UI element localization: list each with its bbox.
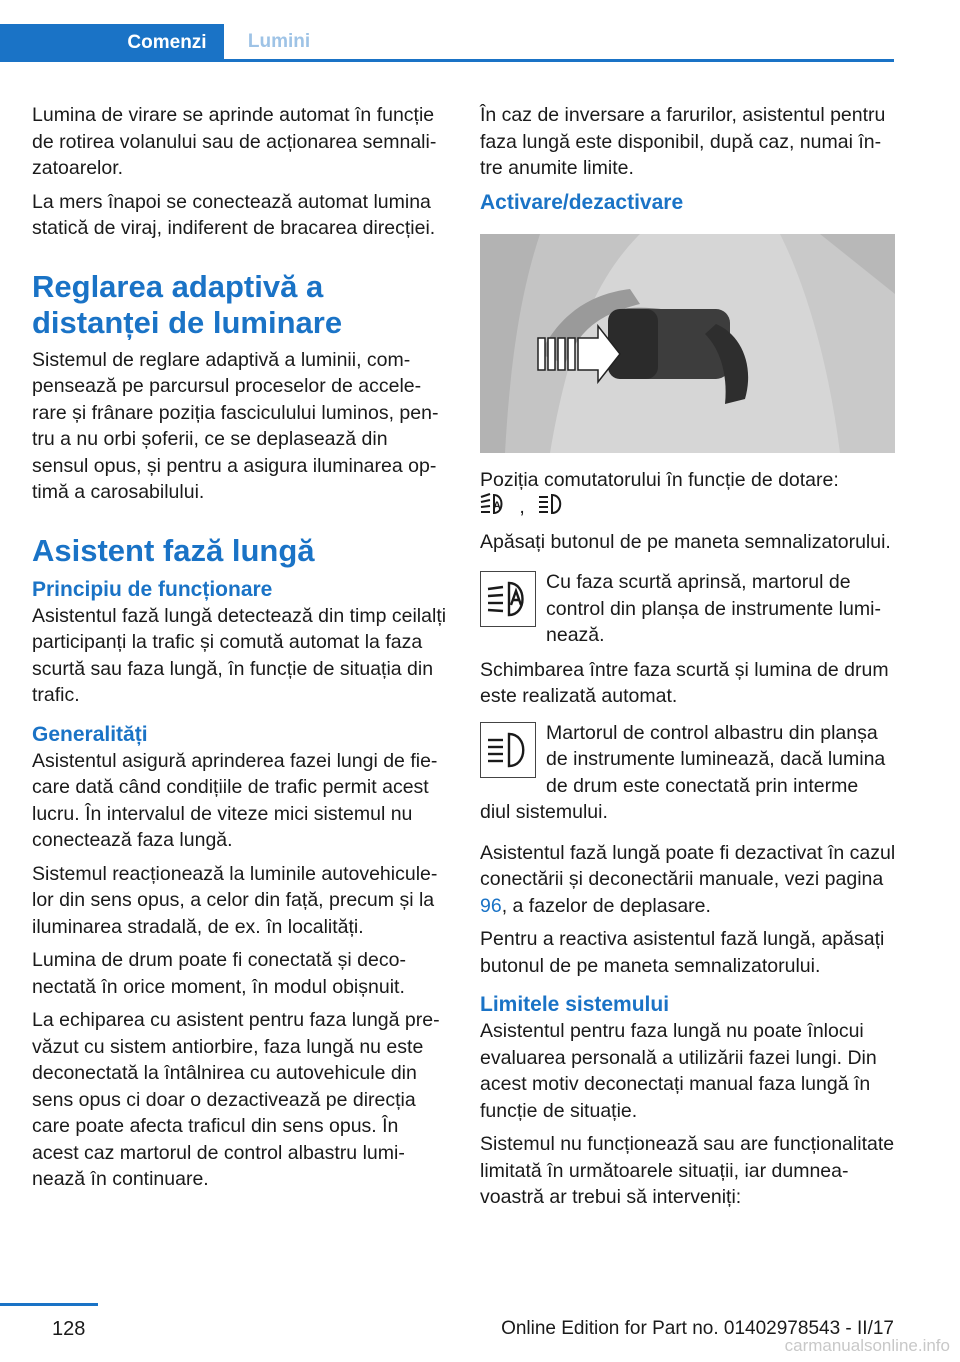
paragraph: Asistentul pentru faza lungă nu poate înlocui evaluarea personală a utilizării fazei lungi. Din acest motiv deconectați manual faza lungă în funcție de situație. xyxy=(480,1020,877,1122)
paragraph: Sistemul reacționează la luminile autovehiculelor din sens opus, a celor din față, precum și la iluminarea stradală, de ex. în localități. xyxy=(32,862,438,938)
subsection-heading: Activare/dezactivare xyxy=(480,190,684,214)
tab-lumini[interactable]: Lumini xyxy=(247,31,311,52)
svg-text:A: A xyxy=(493,500,501,512)
paragraph: Asistentul fază lungă detectează din timp ceilalți participanți la trafic și comută automat la faza scurtă sau faza lungă, în funcție de situația din trafic. xyxy=(32,604,447,706)
watermark: carmanualsonline.info xyxy=(784,1336,950,1355)
paragraph xyxy=(480,840,896,920)
paragraph: La mers înapoi se conectează automat lumina statică de viraj, indiferent de bracarea direcției. xyxy=(32,190,436,239)
paragraph: Schimbarea între faza scurtă și lumina de drum este realizată automat. xyxy=(480,658,889,707)
paragraph: Apăsați butonul de pe maneta semnalizatorului. xyxy=(480,530,891,553)
paragraph: Asistentul asigură aprinderea fazei lungi de fiecare dată când condițiile de trafic permit acest lucru. În intervalul de viteze mici sistemul nu conectează faza lungă. xyxy=(32,749,438,851)
left-column xyxy=(32,102,448,1200)
note-low-beam xyxy=(480,569,896,649)
paragraph-text: Asistentul fază lungă poate fi dezactivat în cazul conectării și deconectării manuale, vezi pagina xyxy=(480,841,896,890)
section-heading: Asistent fază lungă xyxy=(32,532,315,568)
paragraph-text: , a fazelor de deplasare. xyxy=(501,894,711,917)
paragraph: Lumina de drum poate fi conectată și deconectată în orice moment, în modul obișnuit. xyxy=(32,949,406,998)
paragraph xyxy=(480,467,896,523)
turn-signal-lever-photo xyxy=(480,234,895,453)
note-continuation: diul sistemului. xyxy=(480,801,608,823)
tab-comenzi[interactable]: Comenzi xyxy=(0,24,224,62)
subsection-heading: Principiu de funcționare xyxy=(32,577,273,601)
subsection-heading: Generalități xyxy=(32,722,148,746)
right-column xyxy=(480,102,896,1218)
header-rule xyxy=(0,59,894,62)
note-high-beam xyxy=(480,720,896,800)
paragraph: La echiparea cu asistent pentru faza lungă prevăzut cu sistem antiorbire, faza lungă nu este deconectată la întâlnirea cu autovehicule din sens opus ci doar o dezactivează pe direcția care poate afecta traficul din sens opus. În acest caz martorul de control albastru luminează în continuare. xyxy=(32,1009,440,1190)
paragraph: Sistemul nu funcționează sau are funcționalitate limitată în următoarele situații, iar dumneavoastră ar trebui să interveniți: xyxy=(480,1133,895,1208)
paragraph: În caz de inversare a farurilor, asistentul pentru faza lungă este disponibil, după caz, numai între anumite limite. xyxy=(480,104,886,179)
note-text: Cu faza scurtă aprinsă, martorul de control din planșa de instrumente luminează. xyxy=(546,571,881,646)
footer-rule xyxy=(0,1303,98,1306)
note-text: Martorul de control albastru din planșa de instrumente luminează, dacă lumina de drum este conectată prin interme xyxy=(546,721,886,797)
switch-position-text: Poziția comutatorului în funcție de dotare: xyxy=(480,468,839,491)
high-beam-indicator-icon xyxy=(480,722,536,778)
auto-high-beam-indicator-icon xyxy=(480,571,536,627)
paragraph: Sistemul de reglare adaptivă a luminii, compensează pe parcursul proceselor de accelerare și frânare poziția fasciculului luminos, pentru a nu orbi șoferii, ce se deplasează din sensul opus, și pentru a asigura iluminarea optimă a carosabilului. xyxy=(32,348,439,503)
auto-high-beam-a-icon xyxy=(480,493,506,523)
icon-separator: , xyxy=(519,495,525,518)
paragraph: Pentru a reactiva asistentul fază lungă, apăsați butonul de pe maneta semnalizatorului. xyxy=(480,928,885,977)
high-beam-icon xyxy=(538,493,564,523)
section-heading: Reglarea adaptivă a distanței de luminare xyxy=(32,268,343,340)
page-number: 128 xyxy=(52,1318,86,1340)
page-header xyxy=(0,0,894,62)
edition-text: Online Edition for Part no. 01402978543 - II/17 xyxy=(501,1318,894,1339)
subsection-heading: Limitele sistemului xyxy=(480,993,670,1016)
lever-illustration xyxy=(480,234,895,453)
page-link[interactable]: 96 xyxy=(480,894,502,917)
paragraph: Lumina de virare se aprinde automat în funcție de rotirea volanului sau de acționarea semnalizatoarelor. xyxy=(32,104,437,179)
